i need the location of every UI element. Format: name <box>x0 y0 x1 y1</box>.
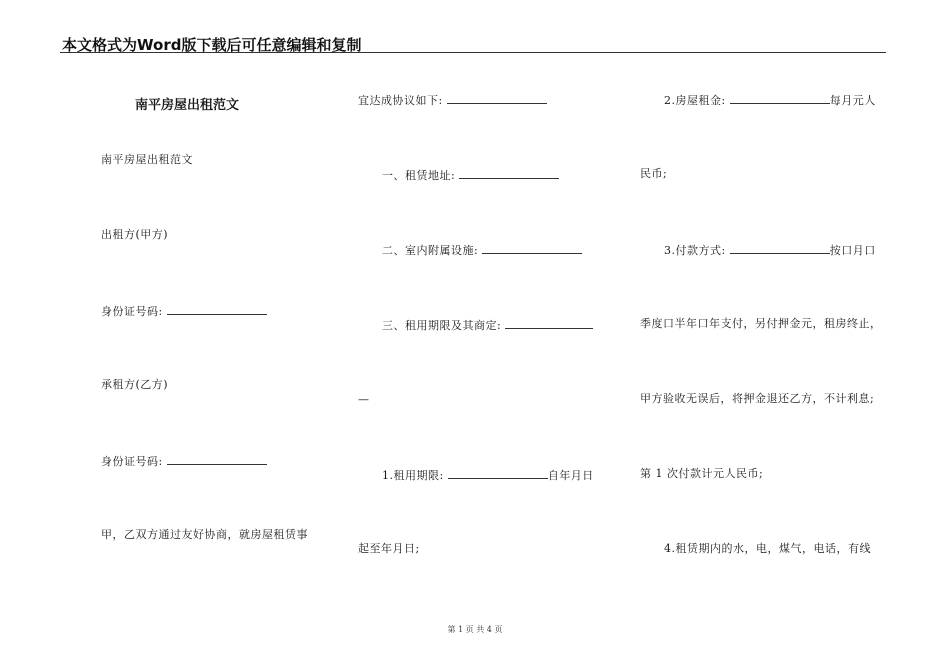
rent-line <box>664 92 876 108</box>
facilities-line <box>382 242 582 258</box>
lessor-id-label: 身份证号码: <box>101 305 163 318</box>
first-payment-text: 第 1 次付款计元人民币; <box>640 467 764 480</box>
term-suffix: 自年月日 <box>547 469 594 482</box>
agreement-intro-label: 宜达成协议如下: <box>358 94 443 107</box>
agreement-intro-line <box>358 92 547 108</box>
term-blank <box>448 467 548 479</box>
lessee-id-label: 身份证号码: <box>101 455 163 468</box>
facilities-blank <box>482 242 582 254</box>
term-line <box>382 467 594 483</box>
rental-address-line <box>382 167 559 183</box>
term-agreement-label: 三、租用期限及其商定: <box>382 319 502 332</box>
term-agreement-blank <box>505 317 593 329</box>
dash-mark: — <box>358 393 370 406</box>
rent-label: 2.房屋租金: <box>664 94 726 107</box>
currency-text: 民币; <box>640 167 668 180</box>
agreement-intro-blank <box>447 92 547 104</box>
payment-label: 3.付款方式: <box>664 244 726 257</box>
term-agreement-line <box>382 317 593 333</box>
deposit-return-text: 甲方验收无误后，将押金退还乙方，不计利息; <box>640 392 875 405</box>
facilities-label: 二、室内附属设施: <box>382 244 479 257</box>
rent-suffix: 每月元人 <box>829 94 876 107</box>
term-label: 1.租用期限: <box>382 469 444 482</box>
term-end-text: 起至年月日; <box>358 542 420 555</box>
header-divider <box>60 52 886 53</box>
subtitle-text: 南平房屋出租范文 <box>101 153 193 166</box>
rental-address-label: 一、租赁地址: <box>382 169 456 182</box>
lessor-label: 出租方(甲方) <box>101 228 169 241</box>
lessee-label: 承租方(乙方) <box>101 378 169 391</box>
payment-line <box>664 242 876 258</box>
lessor-id-line <box>101 303 267 319</box>
payment-suffix: 按口月口 <box>829 244 876 257</box>
document-title: 南平房屋出租范文 <box>135 98 240 113</box>
rent-blank <box>730 92 830 104</box>
page-footer: 第 1 页 共 4 页 <box>447 625 503 634</box>
payment-terms-text: 季度口半年口年支付，另付押金元，租房终止， <box>640 317 882 330</box>
agreement-text: 甲，乙双方通过友好协商，就房屋租赁事 <box>101 528 308 541</box>
lessee-id-line <box>101 453 267 469</box>
lessor-id-blank <box>167 303 267 315</box>
lessee-id-blank <box>167 453 267 465</box>
rental-address-blank <box>459 167 559 179</box>
utilities-text: 4.租赁期内的水，电，煤气，电话，有线 <box>664 542 871 555</box>
payment-blank <box>730 242 830 254</box>
document-header: 本文格式为Word版下载后可任意编辑和复制 <box>62 36 362 54</box>
